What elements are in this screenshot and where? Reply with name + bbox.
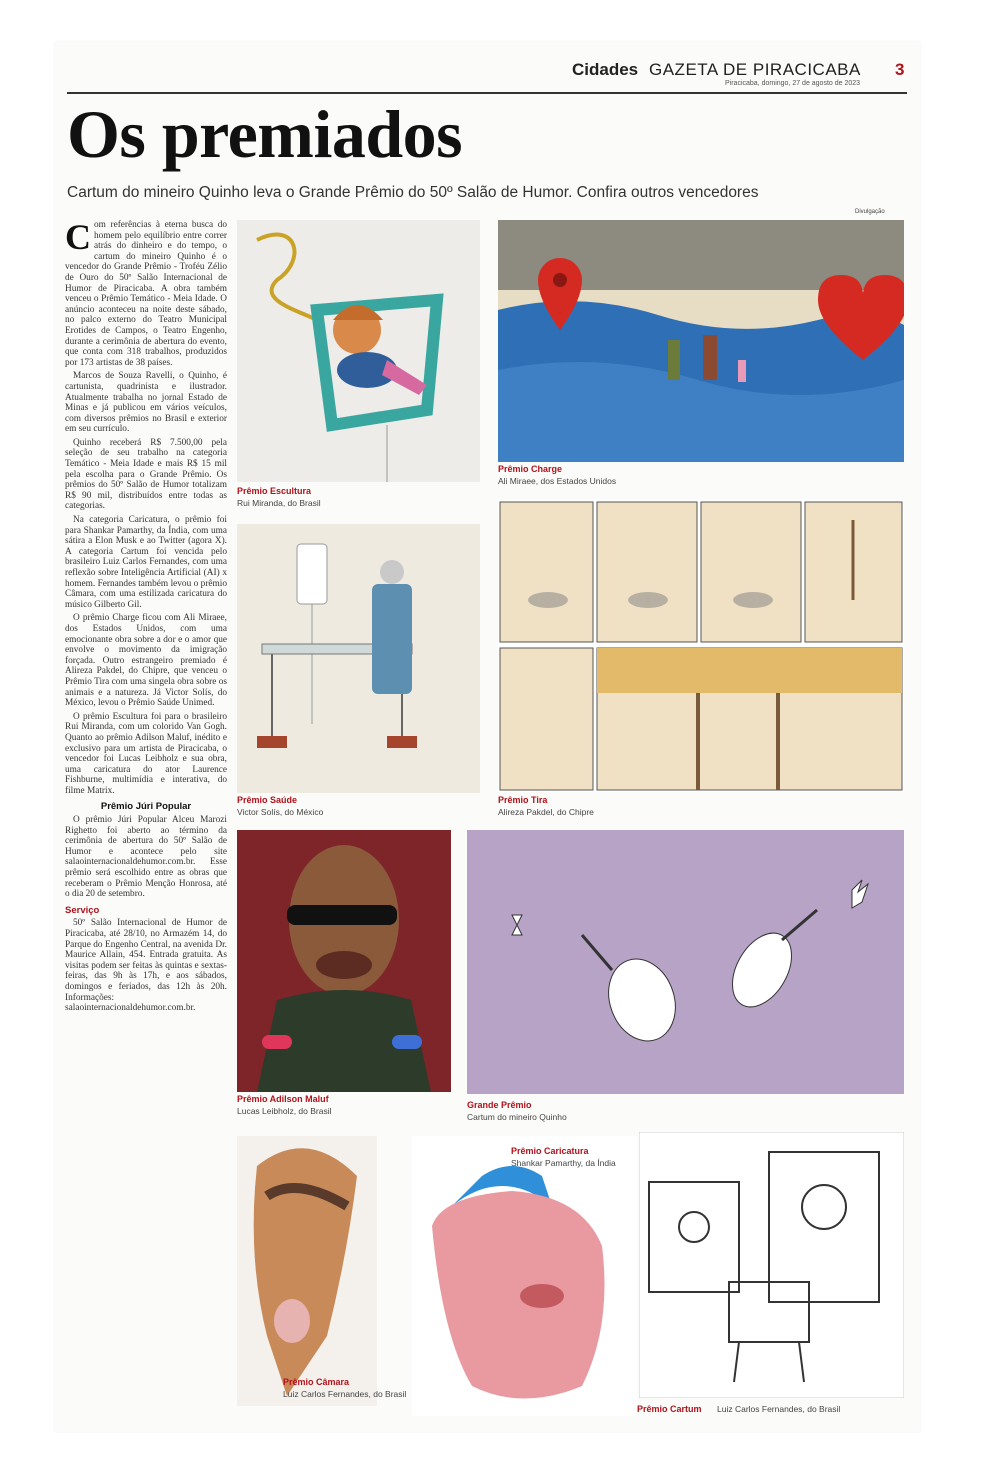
caricatura-subtitle: Shankar Pamarthy, da Índia: [511, 1158, 616, 1168]
newspaper-page: [55, 42, 920, 1432]
publication-name: GAZETA DE PIRACICABA: [649, 60, 861, 79]
escultura-image: [237, 220, 480, 482]
page-number: 3: [895, 60, 905, 79]
charge-subtitle: Ali Miraee, dos Estados Unidos: [498, 476, 617, 486]
grande-premio-subtitle: Cartum do mineiro Quinho: [467, 1112, 567, 1122]
adilson-maluf-image: [237, 830, 451, 1092]
grande-premio-title: Grande Prêmio: [467, 1100, 532, 1110]
article-paragraph: Quinho receberá R$ 7.500,00 pela seleção de seu trabalho na categoria Temático - Meia Idade e mais R$ 15 mil pela escolha para o Grande Prêmio. Os prêmios do 50º Salão de Humor totalizam R$ 90 mil, distribuídos entre todas as categorias.: [65, 437, 227, 512]
photo-credit: Divulgação: [855, 209, 885, 215]
tira-title: Prêmio Tira: [498, 795, 548, 805]
tira-subtitle: Alireza Pakdel, do Chipre: [498, 807, 594, 817]
charge-image: [498, 220, 904, 462]
cartum-title: Prêmio Cartum: [637, 1404, 702, 1414]
adilson-maluf-subtitle: Lucas Leibholz, do Brasil: [237, 1106, 332, 1116]
caricatura-image: [412, 1136, 637, 1416]
article-paragraph: O prêmio Charge ficou com Ali Miraee, dos Estados Unidos, com uma emocionante obra sobre a dor e o amor que envolve o movimento da imigração forçada. Outro estrangeiro premiado é Alireza Pakdel, do Chipre, que venceu o Prêmio Tira com uma singela obra sobre os animais e a natureza. Já Victor Solís, do México, levou o Prêmio Saúde Unimed.: [65, 613, 227, 709]
juri-heading: Prêmio Júri Popular: [100, 801, 192, 813]
saude-subtitle: Victor Solís, do México: [237, 807, 324, 817]
escultura-subtitle: Rui Miranda, do Brasil: [237, 498, 321, 508]
saude-image: [237, 524, 480, 793]
headline: Os premiados: [67, 96, 463, 172]
cartum-subtitle: Luiz Carlos Fernandes, do Brasil: [717, 1404, 841, 1414]
header-rule: [67, 92, 907, 94]
grande-premio-image: [467, 830, 904, 1094]
charge-title: Prêmio Charge: [498, 464, 563, 474]
escultura-title: Prêmio Escultura: [237, 486, 312, 496]
article-paragraph: Na categoria Caricatura, o prêmio foi para Shankar Pamarthy, da Índia, com uma sátira a Elon Musk e ao Twitter (agora X). A categoria Cartum foi vencida pelo brasileiro Luiz Carlos Fernandes, com uma reflexão sobre Inteligência Artificial (AI) x homem. Fernandes também levou o prêmio Câmara, com uma estilizada caricatura do músico Gilberto Gil.: [65, 515, 227, 610]
saude-title: Prêmio Saúde: [237, 795, 298, 805]
camara-image: [237, 1136, 377, 1406]
article-paragraph: Marcos de Souza Ravelli, o Quinho, é cartunista, quadrinista e ilustrador. Atualmente trabalha no jornal Estado de Minas e já publicou em vários veículos, com diversos prêmios no Brasil e exterior em seu currículo.: [65, 371, 227, 435]
servico-paragraph: 50º Salão Internacional de Humor de Piracicaba, até 28/10, no Armazém 14, do Parque do Engenho Central, na avenida Dr. Maurice Allain, 454. Entrada gratuita. As visitas podem ser feitas às quintas e sextas-feiras, das 9h às 17h, e aos sábados, domingos e feriados, das 12h às 20h. Informações: salaointernacionaldehumor.com.br.: [65, 918, 227, 1014]
article-paragraph: O prêmio Escultura foi para o brasileiro Rui Miranda, com um colorido Van Gogh. Quanto ao prêmio Adilson Maluf, inédito e exclusivo para um artista de Piracicaba, o vencedor foi Lucas Leibholz e sua obra, uma caricatura do ator Laurence Fishburne, multimídia e interativa, do filme Matrix.: [65, 711, 227, 796]
article-paragraph: Com referências à eterna busca do homem pelo equilíbrio entre correr atrás do dinheiro e do tempo, o cartum do mineiro Quinho é o vencedor do Grande Prêmio - Troféu Zélio de Ouro do 50º Salão Internacional de Humor de Piracicaba. A obra também venceu o Prêmio Temático - Meia Idade. O anúncio aconteceu na noite deste sábado, no palco externo do Teatro Municipal Erotides de Campos, o Teatro Engenho, durante a cerimônia de abertura do evento, que conta com 318 trabalhos, produzidos por 173 artistas de 38 países.: [65, 217, 227, 368]
cartum-image: [639, 1132, 904, 1398]
subheadline: Cartum do mineiro Quinho leva o Grande Prêmio do 50º Salão de Humor. Confira outros vencedores: [67, 184, 759, 201]
drop-cap: C: [65, 217, 91, 257]
article-body: [65, 217, 227, 1017]
servico-heading: Serviço: [65, 904, 100, 916]
adilson-maluf-title: Prêmio Adilson Maluf: [237, 1094, 329, 1104]
tira-image: [498, 500, 904, 792]
dateline: Piracicaba, domingo, 27 de agosto de 2023: [725, 80, 861, 87]
caricatura-title: Prêmio Caricatura: [511, 1146, 589, 1156]
camara-title: Prêmio Câmara: [283, 1377, 350, 1387]
section-name: Cidades: [572, 60, 639, 79]
camara-subtitle: Luiz Carlos Fernandes, do Brasil: [283, 1389, 407, 1399]
juri-paragraph: O prêmio Júri Popular Alceu Marozi Righetto foi aberto ao término da cerimônia de abertura do 50º Salão de Humor e acontece pelo site salaointernacionaldehumor.com.br. Esse prêmio será escolhido entre as obras que receberam o Prêmio Menção Honrosa, até o dia 20 de setembro.: [65, 815, 227, 900]
